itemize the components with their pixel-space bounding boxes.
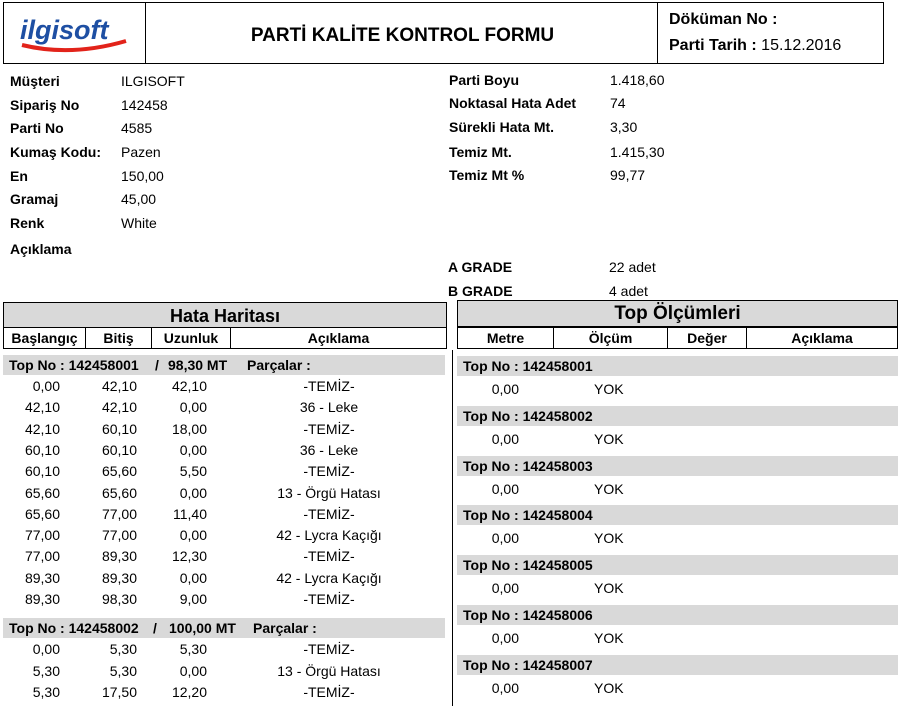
table-row [3,483,445,504]
top-no: Top No : 142458002 [463,407,593,424]
summary-value: 99,77 [610,167,646,183]
top-group-header [457,655,898,675]
cell-bitis: 65,60 [101,463,137,480]
cell-aciklama: -TEMİZ- [303,683,355,700]
cell-metre: 0,00 [491,679,519,696]
column-header: Bitiş [85,327,152,349]
cell-uzunluk: 42,10 [171,378,207,394]
cell-bitis: 42,10 [101,399,137,416]
cell-baslangic: 0,00 [32,378,60,394]
cell-uzunluk: 18,00 [171,420,207,437]
doc-no-label: Döküman No : [669,11,778,28]
cell-aciklama: -TEMİZ- [303,641,355,658]
cell-uzunluk: 9,00 [179,591,207,607]
info-label: Kumaş Kodu: [10,144,101,160]
cell-aciklama: 42 - Lycra Kaçığı [276,569,382,586]
top-no: Top No : 142458001 [463,358,593,374]
cell-olcum: YOK [594,630,624,646]
cell-uzunluk: 0,00 [179,399,207,416]
parti-tarih-value: 15.12.2016 [761,37,842,54]
top-no: Top No : 142458003 [463,457,593,474]
summary-label: Sürekli Hata Mt. [449,119,555,135]
info-row-0 [10,70,430,92]
form-title: PARTİ KALİTE KONTROL FORMU [250,25,555,46]
info-label: Açıklama [10,241,72,257]
top-group-header [457,406,898,426]
column-header: Uzunluk [151,327,231,349]
cell-bitis: 60,10 [101,420,137,437]
cell-aciklama: 36 - Leke [299,399,359,416]
column-header: Açıklama [746,327,898,349]
info-value: 45,00 [121,191,157,207]
cell-aciklama: 13 - Örgü Hatası [277,484,381,501]
cell-uzunluk: 0,00 [179,441,207,458]
info-row-1 [10,94,430,116]
summary-row-0 [449,69,879,91]
grade-row-0 [448,256,878,278]
top-group-header [457,456,898,476]
measurement-row [457,628,898,649]
cell-baslangic: 77,00 [24,527,60,544]
info-value: Pazen [121,144,161,160]
cell-uzunluk: 5,50 [179,463,207,480]
cell-uzunluk: 12,20 [171,683,207,700]
cell-olcum: YOK [594,480,624,497]
summary-row-4 [449,164,879,186]
info-label: Müşteri [10,73,60,89]
cell-baslangic: 89,30 [24,569,60,586]
top-no: Top No : 142458002 [9,620,139,637]
summary-value: 3,30 [610,119,638,135]
parti-tarih-label: Parti Tarih : [669,37,757,54]
info-row-6 [10,212,430,234]
info-row-2 [10,117,430,139]
table-row [3,461,445,482]
column-header: Başlangıç [3,327,86,349]
info-row-3 [10,141,430,163]
cell-uzunluk: 0,00 [179,527,207,544]
section-divider [452,350,453,706]
title-box [145,2,658,64]
cell-bitis: 77,00 [101,527,137,544]
top-group-header [457,356,898,376]
cell-aciklama: 42 - Lycra Kaçığı [276,527,382,544]
summary-row-1 [449,92,879,114]
table-row [3,525,445,546]
info-label: Renk [10,215,45,231]
measurement-row [457,578,898,599]
summary-row-2 [449,116,879,138]
top-group-header [457,555,898,575]
info-label: Parti No [10,120,64,136]
column-header: Açıklama [230,327,447,349]
top-group-header [3,355,445,375]
summary-label: Temiz Mt. [449,144,512,160]
cell-baslangic: 42,10 [24,420,60,437]
cell-aciklama: -TEMİZ- [303,548,355,565]
top-no: Top No : 142458005 [463,557,593,574]
cell-aciklama: -TEMİZ- [303,463,355,480]
measurement-row [457,528,898,549]
cell-uzunluk: 0,00 [179,484,207,501]
info-label: Gramaj [10,191,59,207]
cell-uzunluk: 11,40 [173,505,207,522]
cell-bitis: 89,30 [101,548,137,565]
cell-aciklama: -TEMİZ- [303,591,355,607]
info-value: 4585 [121,120,153,136]
cell-metre: 0,00 [491,630,519,646]
top-no: Top No : 142458001 [9,357,139,373]
cell-aciklama: -TEMİZ- [303,378,355,394]
grade-value: 22 adet [609,259,656,275]
summary-label: Noktasal Hata Adet [449,95,577,111]
cell-baslangic: 42,10 [24,399,60,416]
info-value: White [121,215,157,231]
info-value: 142458 [121,97,168,113]
cell-metre: 0,00 [491,530,519,547]
doc-info-box [657,2,884,64]
table-row [3,661,445,682]
logo-box [3,2,146,64]
top-group-header [457,605,898,625]
separator: / [153,620,157,637]
cell-olcum: YOK [594,430,624,447]
cell-aciklama: 36 - Leke [299,441,359,458]
parcalar-label: Parçalar : [253,620,317,637]
cell-metre: 0,00 [491,430,519,447]
table-row [3,419,445,440]
grade-label: B GRADE [448,283,513,299]
cell-aciklama: -TEMİZ- [303,420,355,437]
summary-label: Parti Boyu [449,72,520,88]
table-row [3,397,445,418]
top-no: Top No : 142458006 [463,607,593,623]
cell-aciklama: 13 - Örgü Hatası [277,662,381,679]
cell-baslangic: 5,30 [32,683,60,700]
cell-metre: 0,00 [491,381,519,397]
info-row-7 [10,238,430,260]
info-row-4 [10,165,430,187]
grade-value: 4 adet [609,283,648,299]
logo-text: ilgisoft [20,15,109,45]
table-row [3,504,445,525]
cell-uzunluk: 5,30 [179,641,207,658]
table-row [3,589,445,610]
cell-bitis: 42,10 [101,378,137,394]
cell-baslangic: 60,10 [24,441,60,458]
cell-baslangic: 60,10 [24,463,60,480]
info-row-5 [10,188,430,210]
measurement-row [457,678,898,699]
table-row [3,440,445,461]
cell-baslangic: 89,30 [24,591,60,607]
cell-uzunluk: 12,30 [171,548,207,565]
table-row [3,682,445,703]
column-header: Değer [667,327,747,349]
measurement-row [457,379,898,400]
cell-uzunluk: 0,00 [179,662,207,679]
column-header: Ölçüm [553,327,668,349]
cell-baslangic: 65,60 [24,505,60,522]
cell-metre: 0,00 [491,480,519,497]
top-length: 98,30 MT [168,357,228,373]
grade-row-1 [448,280,878,302]
info-value: 150,00 [121,168,164,184]
measurement-row [457,479,898,500]
measurement-row [457,429,898,450]
cell-baslangic: 77,00 [24,548,60,565]
hata-haritasi-title: Hata Haritası [3,302,447,328]
cell-baslangic: 0,00 [32,641,60,658]
info-value: ILGISOFT [121,73,185,89]
table-row [3,546,445,567]
separator: / [155,357,159,373]
cell-bitis: 17,50 [101,683,137,700]
cell-bitis: 77,00 [101,505,137,522]
cell-metre: 0,00 [491,580,519,597]
top-olcumleri-title: Top Ölçümleri [457,300,898,327]
cell-bitis: 5,30 [109,641,137,658]
cell-bitis: 98,30 [101,591,137,607]
cell-olcum: YOK [594,381,624,397]
table-row [3,568,445,589]
cell-bitis: 60,10 [101,441,137,458]
top-length: 100,00 MT [169,620,236,637]
cell-olcum: YOK [594,679,624,696]
cell-bitis: 65,60 [101,484,137,501]
table-row [3,376,445,397]
table-row [3,639,445,660]
parti-tarih [669,37,841,55]
cell-bitis: 5,30 [109,662,137,679]
grade-label: A GRADE [448,259,513,275]
cell-baslangic: 65,60 [24,484,60,501]
summary-label: Temiz Mt % [449,167,525,183]
top-group-header [457,505,898,525]
summary-row-3 [449,141,879,163]
cell-olcum: YOK [594,530,624,547]
info-label: En [10,168,28,184]
summary-value: 1.415,30 [610,144,665,160]
ilgisoft-logo [16,11,136,55]
cell-olcum: YOK [594,580,624,597]
top-no: Top No : 142458004 [463,507,593,524]
cell-bitis: 89,30 [101,569,137,586]
cell-uzunluk: 0,00 [179,569,207,586]
parcalar-label: Parçalar : [247,357,311,373]
summary-value: 74 [610,95,626,111]
column-header: Metre [457,327,554,349]
info-label: Sipariş No [10,97,80,113]
cell-aciklama: -TEMİZ- [303,505,355,522]
top-no: Top No : 142458007 [463,656,593,673]
top-group-header [3,618,445,638]
summary-value: 1.418,60 [610,72,665,88]
cell-baslangic: 5,30 [32,662,60,679]
